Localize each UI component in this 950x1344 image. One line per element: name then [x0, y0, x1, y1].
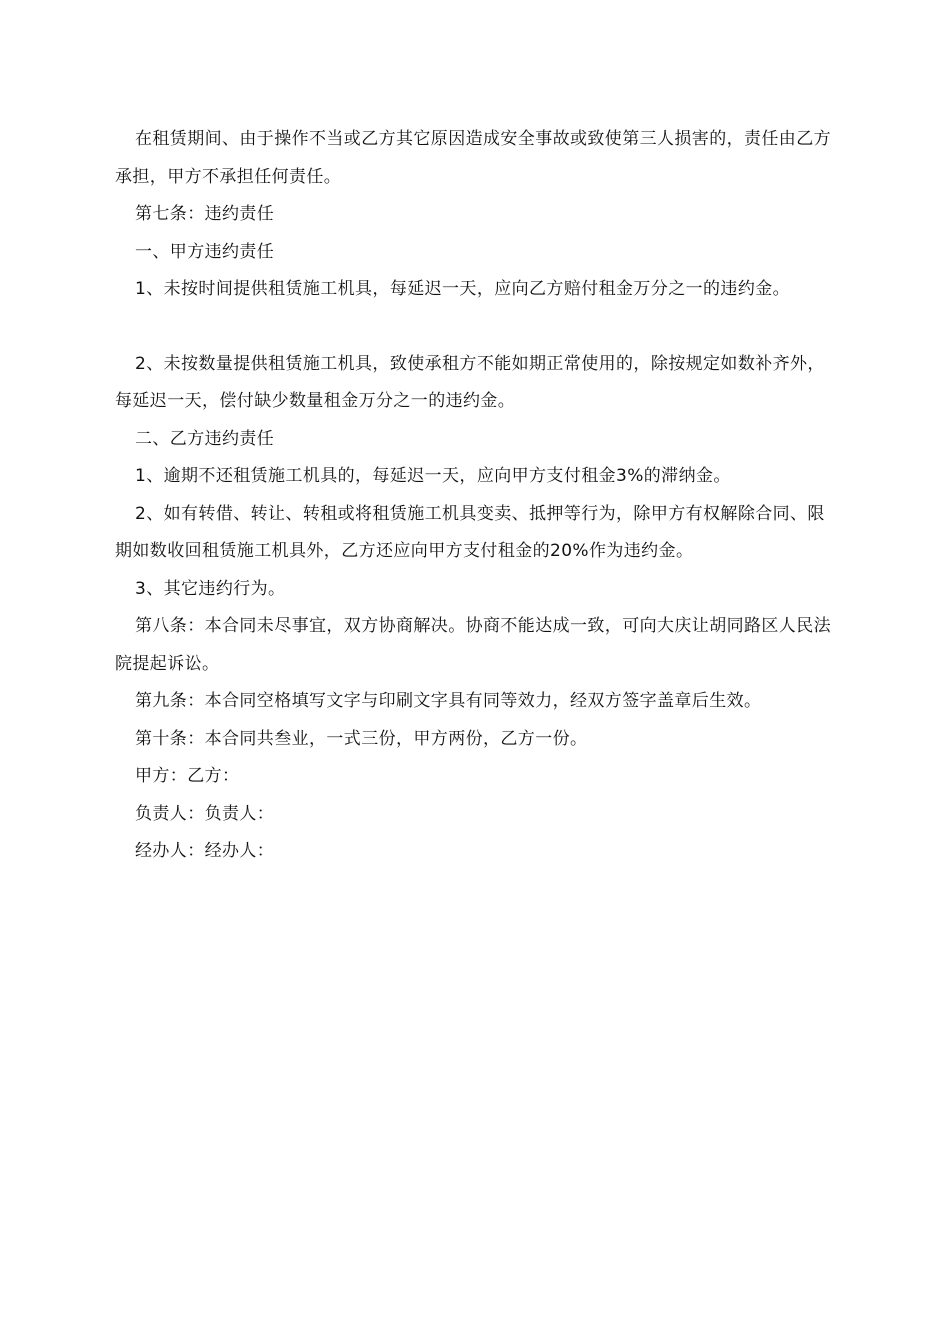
heading-party-a-breach: 一、甲方违约责任 [135, 241, 275, 262]
clause-b-3: 3、其它违约行为。 [135, 578, 286, 599]
signature-responsible: 负责人：负责人： [135, 803, 275, 824]
article-9: 第九条：本合同空格填写文字与印刷文字具有同等效力，经双方签字盖章后生效。 [135, 691, 762, 711]
document-body [115, 121, 840, 871]
article-10: 第十条：本合同共叁业，一式三份，甲方两份，乙方一份。 [135, 728, 588, 749]
signature-handler: 经办人：经办人： [135, 841, 275, 861]
clause-a-1: 1、未按时间提供租赁施工机具，每延迟一天，应向乙方赔付租金万分之一的违约金。 [135, 279, 791, 299]
blank-line [115, 309, 840, 346]
article-8: 第八条：本合同未尽事宜，双方协商解决。协商不能达成一致，可向大庆让胡同路区人民法院提起诉讼。 [115, 616, 831, 674]
clause-b-2: 2、如有转借、转让、转租或将租赁施工机具变卖、抵押等行为，除甲方有权解除合同、限期如数收回租赁施工机具外，乙方还应向甲方支付租金的20%作为违约金。 [115, 503, 825, 561]
clause-a-2: 2、未按数量提供租赁施工机具，致使承租方不能如期正常使用的，除按规定如数补齐外，每延迟一天，偿付缺少数量租金万分之一的违约金。 [115, 353, 825, 411]
clause-b-1: 1、逾期不还租赁施工机具的，每延迟一天，应向甲方支付租金3%的滞纳金。 [135, 466, 731, 486]
signature-parties: 甲方：乙方： [135, 766, 240, 786]
heading-article-7: 第七条：违约责任 [135, 204, 275, 224]
heading-party-b-breach: 二、乙方违约责任 [135, 428, 275, 449]
paragraph-liability: 在租赁期间、由于操作不当或乙方其它原因造成安全事故或致使第三人损害的，责任由乙方承担，甲方不承担任何责任。 [115, 129, 831, 187]
